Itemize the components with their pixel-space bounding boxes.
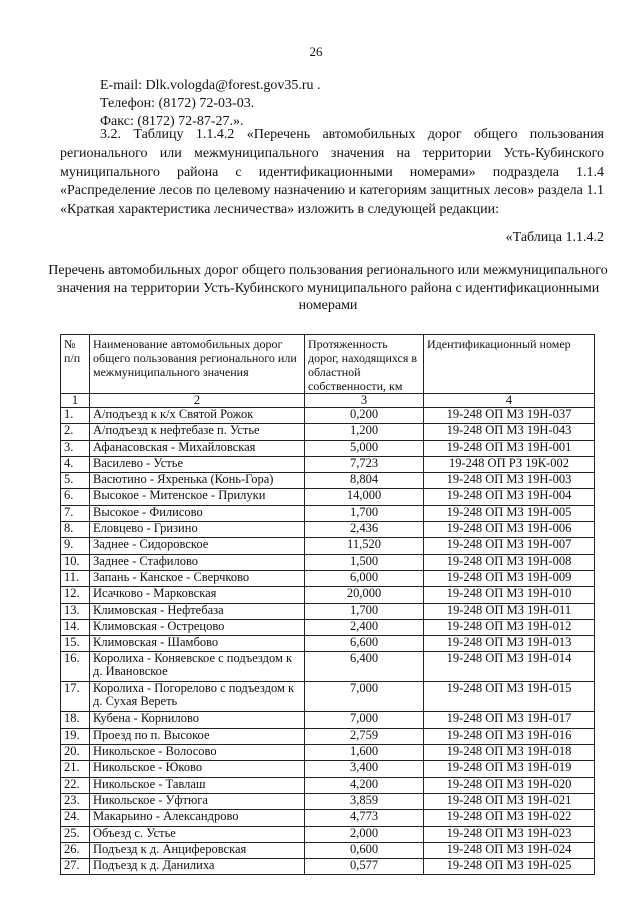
row-number: 15. [61,636,90,652]
table-row [61,810,595,826]
table-title: Перечень автомобильных дорог общего пользования регионального или межмуниципального значения на территории Усть-Кубинского муниципального района с идентификационными номерами [48,263,608,313]
table-row [61,587,595,603]
row-number: 5. [61,473,90,489]
row-number: 4. [61,456,90,472]
road-length: 11,520 [305,538,424,554]
table-row [61,538,595,554]
road-length: 7,000 [305,682,424,712]
table-row [61,826,595,842]
table-row [61,440,595,456]
table-row [61,761,595,777]
table-row [61,777,595,793]
road-name: Макарьино - Александрово [90,810,305,826]
road-length: 2,759 [305,728,424,744]
header-number: № п/п [61,335,90,394]
row-number: 19. [61,728,90,744]
road-length: 3,859 [305,793,424,809]
table-row [61,505,595,521]
road-id: 19-248 ОП МЗ 19Н-014 [424,652,595,682]
road-name: Исачково - Марковская [90,587,305,603]
road-length: 1,700 [305,603,424,619]
road-length: 4,200 [305,777,424,793]
row-number: 12. [61,587,90,603]
road-id: 19-248 ОП МЗ 19Н-021 [424,793,595,809]
road-length: 1,600 [305,745,424,761]
row-number: 21. [61,761,90,777]
road-length: 2,436 [305,522,424,538]
row-number: 24. [61,810,90,826]
road-id: 19-248 ОП МЗ 19Н-001 [424,440,595,456]
road-name: Никольское - Волосово [90,745,305,761]
table-row [61,456,595,472]
road-name: А/подъезд к нефтебазе п. Устье [90,424,305,440]
row-number: 2. [61,424,90,440]
row-number: 13. [61,603,90,619]
contact-fax: Факс: (8172) 72-87-27.». [100,114,244,129]
table-row [61,570,595,586]
road-id: 19-248 ОП МЗ 19Н-008 [424,554,595,570]
road-id: 19-248 ОП МЗ 19Н-016 [424,728,595,744]
row-number: 16. [61,652,90,682]
road-length: 6,000 [305,570,424,586]
road-id: 19-248 ОП МЗ 19Н-024 [424,842,595,858]
table-header-row [61,335,595,394]
row-number: 18. [61,712,90,728]
road-id: 19-248 ОП МЗ 19Н-004 [424,489,595,505]
road-length: 1,200 [305,424,424,440]
table-row [61,842,595,858]
road-name: Проезд по п. Высокое [90,728,305,744]
road-name: Заднее - Стафилово [90,554,305,570]
table-row [61,489,595,505]
road-id: 19-248 ОП МЗ 19Н-025 [424,859,595,875]
road-id: 19-248 ОП РЗ 19К-002 [424,456,595,472]
column-number-row [61,394,595,408]
row-number: 25. [61,826,90,842]
road-length: 8,804 [305,473,424,489]
table-row [61,473,595,489]
row-number: 26. [61,842,90,858]
row-number: 6. [61,489,90,505]
table-row [61,728,595,744]
header-length: Протяженность дорог, находящихся в областной собственности, км [305,335,424,394]
road-name: Климовская - Острецово [90,619,305,635]
table-row [61,424,595,440]
contact-phone: Телефон: (8172) 72-03-03. [100,96,255,111]
road-name: Подъезд к д. Анциферовская [90,842,305,858]
table-reference: «Таблица 1.1.4.2 [505,230,604,245]
road-name: Климовская - Шамбово [90,636,305,652]
row-number: 14. [61,619,90,635]
road-name: Климовская - Нефтебаза [90,603,305,619]
road-length: 0,577 [305,859,424,875]
road-name: Подъезд к д. Данилиха [90,859,305,875]
table-row [61,745,595,761]
table-row [61,554,595,570]
road-name: Васютино - Яхренька (Конь-Гора) [90,473,305,489]
row-number: 7. [61,505,90,521]
table-row [61,712,595,728]
road-name: Королиха - Коняевское с подъездом к д. Ивановское [90,652,305,682]
table-row [61,636,595,652]
road-id: 19-248 ОП МЗ 19Н-037 [424,408,595,424]
road-id: 19-248 ОП МЗ 19Н-006 [424,522,595,538]
road-id: 19-248 ОП МЗ 19Н-010 [424,587,595,603]
table-body [61,408,595,875]
column-number: 4 [424,394,595,408]
road-id: 19-248 ОП МЗ 19Н-022 [424,810,595,826]
road-name: Еловцево - Гризино [90,522,305,538]
road-length: 2,400 [305,619,424,635]
table-row [61,793,595,809]
row-number: 8. [61,522,90,538]
road-id: 19-248 ОП МЗ 19Н-043 [424,424,595,440]
road-name: Высокое - Филисово [90,505,305,521]
header-id: Идентификационный номер [424,335,595,394]
road-name: Афанасовская - Михайловская [90,440,305,456]
road-length: 7,723 [305,456,424,472]
table-row [61,603,595,619]
road-name: Василево - Устье [90,456,305,472]
road-length: 4,773 [305,810,424,826]
road-name: Никольское - Юково [90,761,305,777]
table-row [61,682,595,712]
road-name: Заднее - Сидоровское [90,538,305,554]
column-number: 2 [90,394,305,408]
road-length: 2,000 [305,826,424,842]
road-name: Высокое - Митенское - Прилуки [90,489,305,505]
amendment-paragraph: 3.2. Таблицу 1.1.4.2 «Перечень автомобильных дорог общего пользования регионального или межмуниципального значения на территории Усть-Кубинского муниципального района с идентификационными номерами» подраздела 1.1.4 «Распределение лесов по целевому назначению и категориям защитных лесов» раздела 1.1 «Краткая характеристика лесничества» изложить в следующей редакции: [60,127,604,218]
row-number: 1. [61,408,90,424]
row-number: 22. [61,777,90,793]
road-id: 19-248 ОП МЗ 19Н-018 [424,745,595,761]
road-name: Объезд с. Устье [90,826,305,842]
road-length: 6,400 [305,652,424,682]
row-number: 23. [61,793,90,809]
road-length: 14,000 [305,489,424,505]
road-id: 19-248 ОП МЗ 19Н-007 [424,538,595,554]
road-length: 1,700 [305,505,424,521]
row-number: 20. [61,745,90,761]
row-number: 10. [61,554,90,570]
contact-email: E-mail: Dlk.vologda@forest.gov35.ru . [100,78,321,93]
table-row [61,408,595,424]
table-row [61,619,595,635]
road-id: 19-248 ОП МЗ 19Н-003 [424,473,595,489]
table-row [61,859,595,875]
row-number: 27. [61,859,90,875]
row-number: 11. [61,570,90,586]
road-length: 6,600 [305,636,424,652]
road-id: 19-248 ОП МЗ 19Н-011 [424,603,595,619]
road-name: Никольское - Уфтюга [90,793,305,809]
table-row [61,652,595,682]
row-number: 9. [61,538,90,554]
road-name: Никольское - Тавлаш [90,777,305,793]
road-name: А/подъезд к к/х Святой Рожок [90,408,305,424]
road-length: 0,200 [305,408,424,424]
road-id: 19-248 ОП МЗ 19Н-009 [424,570,595,586]
row-number: 3. [61,440,90,456]
road-length: 5,000 [305,440,424,456]
road-id: 19-248 ОП МЗ 19Н-013 [424,636,595,652]
table-row [61,522,595,538]
road-length: 1,500 [305,554,424,570]
column-number: 1 [61,394,90,408]
road-name: Кубена - Корнилово [90,712,305,728]
roads-table [60,334,595,875]
road-id: 19-248 ОП МЗ 19Н-020 [424,777,595,793]
road-length: 3,400 [305,761,424,777]
header-road-name: Наименование автомобильных дорог общего пользования регионального или межмуниципального значения [90,335,305,394]
road-name: Королиха - Погорелово с подъездом к д. Сухая Вереть [90,682,305,712]
road-id: 19-248 ОП МЗ 19Н-015 [424,682,595,712]
column-number: 3 [305,394,424,408]
road-length: 0,600 [305,842,424,858]
row-number: 17. [61,682,90,712]
road-id: 19-248 ОП МЗ 19Н-012 [424,619,595,635]
page-number: 26 [309,44,323,59]
road-length: 20,000 [305,587,424,603]
road-id: 19-248 ОП МЗ 19Н-019 [424,761,595,777]
road-name: Запань - Канское - Сверчково [90,570,305,586]
road-length: 7,000 [305,712,424,728]
road-id: 19-248 ОП МЗ 19Н-005 [424,505,595,521]
road-id: 19-248 ОП МЗ 19Н-023 [424,826,595,842]
road-id: 19-248 ОП МЗ 19Н-017 [424,712,595,728]
